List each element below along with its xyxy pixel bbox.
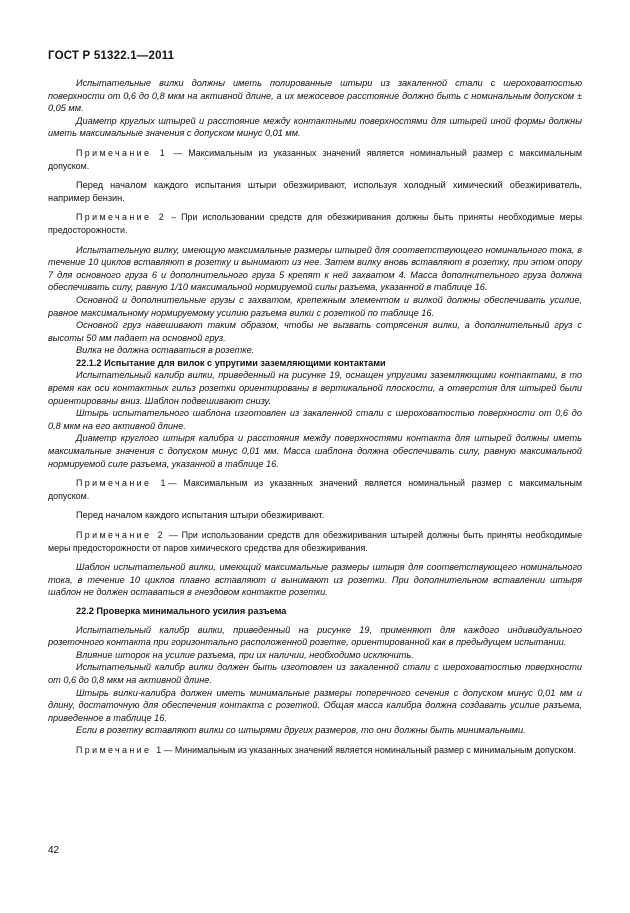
paragraph: Испытательный калибр вилки должен быть изготовлен из закаленной стали с шероховатостью поверхности от 0,6 до 0,8 мкм на активной длине. — [48, 662, 582, 685]
paragraph: Испытательный калибр вилки, приведенный на рисунке 19, оснащен упругими заземляющими контактами, в то время как оси контактных гильз розетки ориентированы в вертикальной плоскости, а отверстия для штырей были ориентированы вниз. Шаблон подвешивают снизу. — [48, 370, 582, 406]
note — [48, 477, 582, 502]
paragraph: Влияние шторок на усилие разъема, при их наличии, необходимо исключить. — [76, 649, 414, 660]
paragraph: Испытательный калибр вилки, приведенный на рисунке 19, применяют для каждого индивидуального розеточного контакта при горизонтально расположенной розетке, ориентированной как в предыдущем испытании. — [48, 624, 582, 648]
note-label: Примечание 1 — [76, 478, 168, 489]
document-body — [48, 77, 582, 764]
note — [48, 529, 582, 554]
note-text: — Максимальным из указанных значений является номинальный размер с максимальным допуском. — [48, 147, 582, 171]
paragraph: Штырь испытательного шаблона изготовлен из закаленной стали с шероховатостью поверхности от 0,6 до 0,8 мкм на его активной длине. — [48, 408, 582, 431]
note-text: – При использовании средств для обезжиривания должны быть приняты необходимые меры предосторожности. — [48, 212, 582, 235]
note-text: — При использовании средств для обезжиривания штырей должны быть приняты необходимые меры предосторожности от паров химического средства для обезжиривания. — [48, 530, 583, 553]
paragraph: Перед началом каждого испытания штыри обезжиривают, используя холодный химический обезжириватель, например бензин. — [48, 180, 582, 203]
note-label: Примечание 2 — [76, 212, 167, 223]
note — [48, 211, 582, 236]
paragraph: Основной груз навешивают таким образом, чтобы не вызвать сотрясения вилки, а дополнительный груз с высоты 50 мм падает на основной груз. — [48, 320, 582, 343]
note — [48, 744, 582, 757]
note — [48, 147, 582, 172]
note-label: Примечание 1 — [76, 147, 168, 158]
paragraph: Перед началом каждого испытания штыри обезжиривают. — [76, 510, 325, 521]
paragraph: Испытательную вилку, имеющую максимальные размеры штырей для соответствующего номинального тока, в течение 10 циклов вставляют в розетку и вынимают из нее. Затем вилку вновь вставляют в розетку, при этом опору 7 для основного груза 6 и дополнительного груза 5 крепят к ней захватом 4. Масса дополнительного груза должна обеспечивать силу, равную 1/10 максимальной нормируемой силы разъема, указанной в таблице 16. — [48, 244, 582, 293]
paragraph: Основной и дополнительные грузы с захватом, крепежным элементом и вилкой должны обеспечивать усилие, равное максимальному нормируемому усилию разъема вилки с розеткой по таблице 16. — [48, 294, 582, 318]
paragraph: Если в розетку вставляют вилки со штырями других размеров, то они должны быть минимальными. — [76, 725, 526, 736]
note-label: Примечание 2 — [76, 530, 165, 540]
paragraph: Диаметр круглых штырей и расстояние между контактными поверхностями для штырей иной формы должны иметь максимальные значения с допуском минус 0,01 мм. — [48, 115, 582, 139]
paragraph: Шаблон испытательной вилки, имеющий максимальные размеры штыря для соответствующего номинального тока, в течение 10 циклов плавно вставляют и вынимают из розетки. При дополнительном вставлении штыря шаблон не должен оставаться в гнездовом контакте розетки. — [48, 562, 582, 598]
note-text: — Минимальным из указанных значений является номинальный размер с минимальным допуском. — [163, 744, 577, 755]
standard-header: ГОСТ Р 51322.1—2011 — [48, 50, 175, 62]
paragraph: Штырь вилки-калибра должен иметь минимальные размеры поперечного сечения с допуском минус 0,01 мм и длину, достаточную для обеспечения контакта с розеткой. Общая масса калибра должна создавать усилие разъема, приведенное в таблице 16. — [48, 687, 582, 723]
note-text: — Максимальным из указанных значений является номинальный размер с максимальным допуском. — [48, 478, 582, 501]
paragraph: Испытательные вилки должны иметь полированные штыри из закаленной стали с шероховатостью поверхности от 0,6 до 0,8 мкм на активной длине, а их межосевое расстояние должно быть с номинальным допуском ± 0,05 мм. — [48, 78, 582, 114]
section-heading: 22.2 Проверка минимального усилия разъема — [76, 605, 287, 616]
section-heading: 22.1.2 Испытание для вилок с упругими заземляющими контактами — [76, 357, 386, 368]
paragraph: Вилка не должна оставаться в розетке. — [76, 345, 255, 356]
note-label: Примечание 1 — [76, 744, 164, 755]
page-number: 42 — [48, 845, 60, 856]
paragraph: Диаметр круглого штыря калибра и расстояния между поверхностями контакта для штырей должны иметь максимальные значения с допуском минус 0,01 мм. Масса шаблона должна обеспечивать силу, равную максимальной нормируемой силе разъема, указанной в таблице 16. — [48, 433, 582, 469]
